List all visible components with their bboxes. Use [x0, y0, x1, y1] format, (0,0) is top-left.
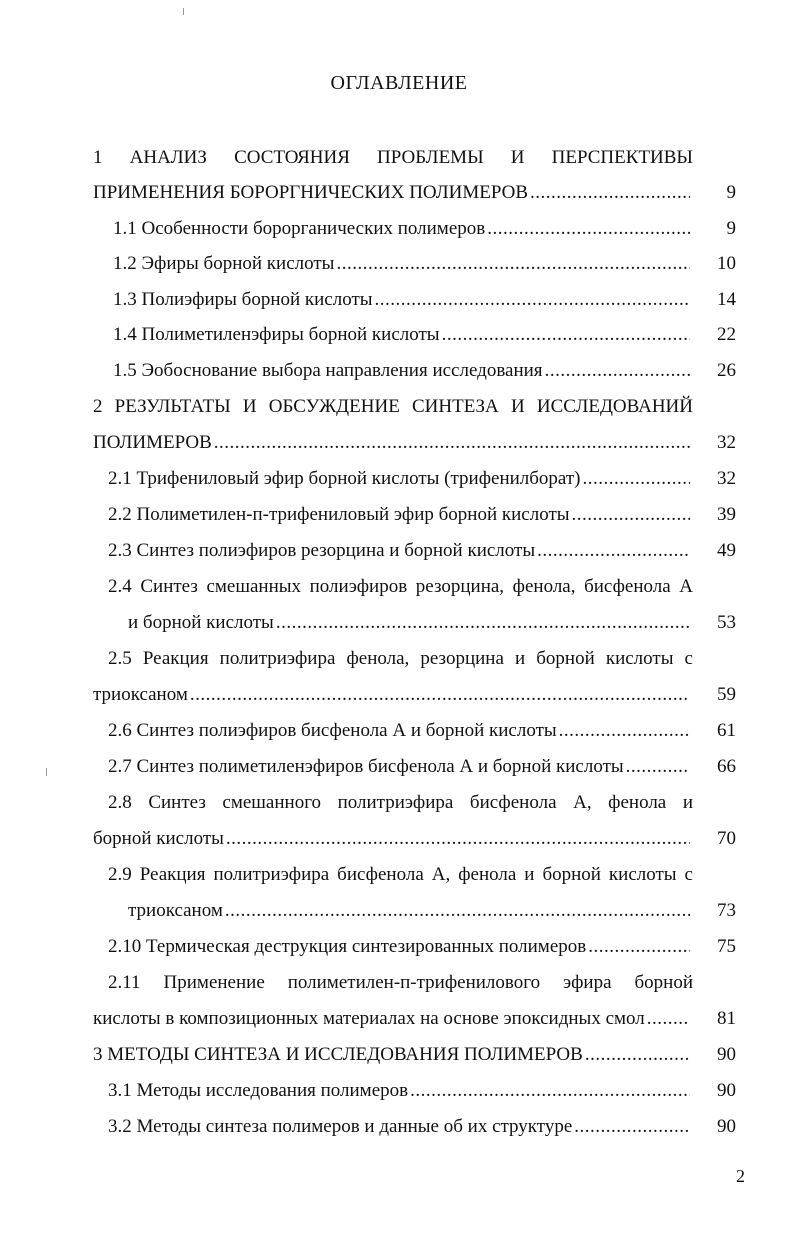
toc-page-2-2: 39 [717, 504, 736, 525]
toc-entry-2-8-line2: борной кислоты [93, 828, 224, 849]
toc-entry-2-1 [108, 467, 693, 491]
toc-entry-1-2-text: 1.2 Эфиры борной кислоты [113, 253, 335, 274]
toc-entry-2-4-line1: 2.4 Синтез смешанных полиэфиров резорцина, фенола, бисфенола А [108, 576, 693, 597]
toc-page-2: 32 [717, 432, 736, 453]
dot-leader [626, 755, 690, 779]
dot-leader [537, 539, 690, 563]
dot-leader [190, 683, 690, 707]
toc-entry-2-4-line2: и борной кислоты [128, 612, 274, 633]
toc-entry-2-6 [108, 719, 693, 743]
dot-leader [225, 899, 690, 923]
toc-page-2-10: 75 [717, 936, 736, 957]
toc-page-1: 9 [726, 182, 736, 203]
toc-entry-2-line1: 2 РЕЗУЛЬТАТЫ И ОБСУЖДЕНИЕ СИНТЕЗА И ИССЛЕДОВАНИЙ [93, 396, 693, 417]
toc-page-2-9: 73 [717, 900, 736, 921]
dot-leader [574, 1115, 690, 1139]
toc-entry-2-4 [128, 611, 693, 635]
toc-entry-2-11 [93, 1007, 693, 1031]
toc-page-1-4: 22 [717, 324, 736, 345]
toc-page-2-6: 61 [717, 720, 736, 741]
page-number: 2 [736, 1166, 745, 1186]
toc-entry-2-7-text: 2.7 Синтез полиметиленэфиров бисфенола А и борной кислоты [108, 756, 624, 777]
toc-page-1-2: 10 [717, 253, 736, 274]
toc-page-1-1: 9 [726, 218, 736, 239]
dot-leader [442, 323, 690, 347]
toc-entry-2-line2: ПОЛИМЕРОВ [93, 432, 212, 453]
toc-entry-2-9-line1: 2.9 Реакция политриэфира бисфенола А, фенола и борной кислоты с [108, 864, 693, 885]
toc-page-1-5: 26 [717, 360, 736, 381]
toc-entry-1-line1: 1 АНАЛИЗ СОСТОЯНИЯ ПРОБЛЕМЫ И ПЕРСПЕКТИВЫ [93, 147, 693, 168]
toc-entry-2-5 [93, 683, 693, 707]
toc-entry-2-6-text: 2.6 Синтез полиэфиров бисфенола А и борной кислоты [108, 720, 557, 741]
toc-title: ОГЛАВЛЕНИЕ [330, 72, 468, 94]
toc-entry-2-7 [108, 755, 693, 779]
toc-entry-1-4-text: 1.4 Полиметиленэфиры борной кислоты [113, 324, 440, 345]
toc-page-2-11: 81 [717, 1008, 736, 1029]
dot-leader [375, 288, 690, 312]
toc-entry-1-3-text: 1.3 Полиэфиры борной кислоты [113, 289, 373, 310]
toc-entry-1-1-text: 1.1 Особенности борорганических полимеров [113, 218, 486, 239]
dot-leader [214, 431, 690, 455]
toc-entry-2-3-text: 2.3 Синтез полиэфиров резорцина и борной кислоты [108, 540, 536, 561]
toc-entry-2-5-line2: триоксаном [93, 684, 188, 705]
toc-page-2-4: 53 [717, 612, 736, 633]
toc-entry-3-2 [108, 1115, 693, 1139]
toc-entry-1 [93, 181, 693, 205]
dot-leader [572, 503, 690, 527]
dot-leader [559, 719, 690, 743]
dot-leader [647, 1007, 690, 1031]
toc-page-2-5: 59 [717, 684, 736, 705]
toc-entry-1-5 [113, 359, 693, 383]
toc-page-2-8: 70 [717, 828, 736, 849]
toc-entry-3 [93, 1043, 693, 1067]
toc-entry-2-2-text: 2.2 Полиметилен-п-трифениловый эфир борной кислоты [108, 504, 570, 525]
toc-entry-1-2 [113, 252, 693, 276]
toc-entry-2-8 [93, 827, 693, 851]
dot-leader [276, 611, 690, 635]
toc-entry-1-4 [113, 323, 693, 347]
dot-leader [336, 252, 690, 276]
dot-leader [585, 1043, 690, 1067]
toc-entry-2-10-text: 2.10 Термическая деструкция синтезированных полимеров [108, 936, 587, 957]
toc-entry-1-1 [113, 217, 693, 241]
toc-entry-2-9 [128, 899, 693, 923]
toc-entry-2-3 [108, 539, 693, 563]
toc-entry-2-1-text: 2.1 Трифениловый эфир борной кислоты (трифенилборат) [108, 468, 581, 489]
toc-page-3-2: 90 [717, 1116, 736, 1137]
toc-entry-2-8-line1: 2.8 Синтез смешанного политриэфира бисфенола А, фенола и [108, 792, 693, 813]
toc-page-3: 90 [717, 1044, 736, 1065]
dot-leader [530, 181, 690, 205]
toc-page-2-1: 32 [717, 468, 736, 489]
dot-leader [588, 935, 690, 959]
dot-leader [410, 1079, 690, 1103]
toc-entry-3-text: 3 МЕТОДЫ СИНТЕЗА И ИССЛЕДОВАНИЯ ПОЛИМЕРОВ [93, 1044, 583, 1065]
toc-page-2-3: 49 [717, 540, 736, 561]
toc-entry-2-9-line2: триоксаном [128, 900, 223, 921]
toc-entry-2-2 [108, 503, 693, 527]
toc-entry-3-2-text: 3.2 Методы синтеза полимеров и данные об их структуре [108, 1116, 573, 1137]
toc-page-1-3: 14 [717, 289, 736, 310]
scan-mark [183, 8, 184, 15]
dot-leader [545, 359, 690, 383]
dot-leader [487, 217, 690, 241]
scan-mark [46, 768, 47, 776]
toc-page-2-7: 66 [717, 756, 736, 777]
toc-entry-2-11-line1: 2.11 Применение полиметилен-п-трифенилового эфира борной [108, 972, 693, 993]
toc-entry-2-11-line2: кислоты в композиционных материалах на основе эпоксидных смол [93, 1008, 645, 1029]
toc-entry-1-5-text: 1.5 Эобоснование выбора направления исследования [113, 360, 543, 381]
toc-entry-2 [93, 431, 693, 455]
toc-entry-2-10 [108, 935, 693, 959]
toc-entry-3-1 [108, 1079, 693, 1103]
toc-entry-3-1-text: 3.1 Методы исследования полимеров [108, 1080, 409, 1101]
toc-entry-2-5-line1: 2.5 Реакция политриэфира фенола, резорцина и борной кислоты с [108, 648, 693, 669]
toc-page-3-1: 90 [717, 1080, 736, 1101]
dot-leader [226, 827, 690, 851]
toc-entry-1-line2: ПРИМЕНЕНИЯ БОРОРГНИЧЕСКИХ ПОЛИМЕРОВ [93, 182, 529, 203]
toc-entry-1-3 [113, 288, 693, 312]
dot-leader [583, 467, 690, 491]
